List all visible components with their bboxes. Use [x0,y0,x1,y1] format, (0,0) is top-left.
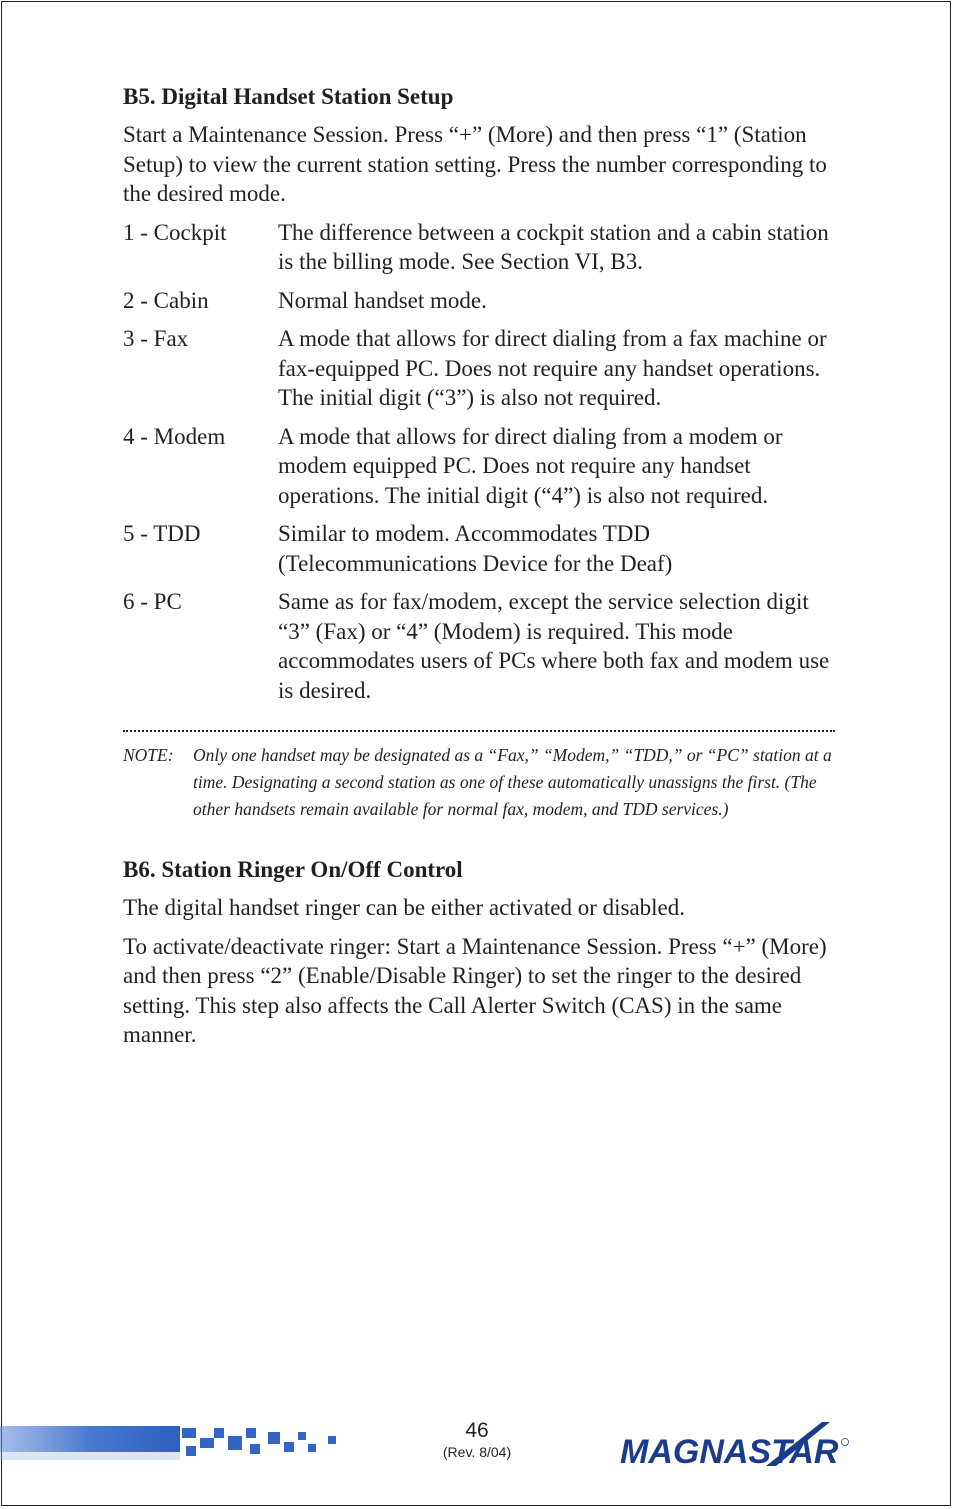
mode-description: The difference between a cockpit station and a cabin station is the billing mode. See Section VI, B3. [278,219,829,274]
mode-description: Same as for fax/modem, except the service selection digit “3” (Fax) or “4” (Modem) is required. This mode accommodates users of PCs where both fax and modem use is desired. [278,589,830,703]
section-b5-intro: Start a Maintenance Session. Press “+” (More) and then press “1” (Station Setup) to view the current station setting. Press the number corresponding to the desired mode. [123,122,827,206]
mode-key: 5 - TDD [123,521,201,546]
dotted-divider [123,730,835,732]
note-text: Only one handset may be designated as a “Fax,” “Modem,” “TDD,” or “PC” station at a time. Designating a second station as one of these automatically unassigns the first. (The other handsets remain available for normal fax, modem, and TDD services.) [193,745,832,819]
note-label: NOTE: [123,745,174,765]
mode-key: 2 - Cabin [123,287,209,313]
section-b5-heading: B5. Digital Handset Station Setup [123,84,454,109]
mode-row [123,324,843,413]
page-number: 46 [465,1419,489,1442]
footer-decorative-bar [0,1422,350,1464]
mode-row [123,587,843,705]
revision-date: (Rev. 8/04) [442,1444,512,1460]
page-content [123,82,843,1059]
mode-description: A mode that allows for direct dialing from a fax machine or fax-equipped PC. Does not require any handset operations. The initial digit (“3”) is also not required. [278,326,827,410]
section-b6-heading: B6. Station Ringer On/Off Control [123,857,463,882]
section-b6-paragraph-2: To activate/deactivate ringer: Start a Maintenance Session. Press “+” (More) and then press “2” (Enable/Disable Ringer) to set the ringer to the desired setting. This step also affects the Call Alerter Switch (CAS) in the same manner. [123,933,827,1047]
mode-key: 1 - Cockpit [123,219,227,245]
section-b6-paragraph-1: The digital handset ringer can be either activated or disabled. [123,895,685,920]
mode-description: Normal handset mode. [278,287,487,313]
mode-row [123,422,843,511]
mode-row [123,286,843,316]
registered-mark-icon [842,1439,849,1446]
logo-wordmark: MAGNASTAR [620,1433,839,1471]
mode-row [123,218,843,277]
mode-description: A mode that allows for direct dialing from a modem or modem equipped PC. Does not require any handset operations. The initial digit (“4”) is also not required. [278,423,783,508]
mode-description: Similar to modem. Accommodates TDD (Telecommunications Device for the Deaf) [278,521,673,576]
mode-key: 3 - Fax [123,326,189,351]
note-block [123,742,843,823]
mode-key: 6 - PC [123,589,182,614]
magnastar-logo [616,1420,852,1476]
section-b6 [123,855,843,1050]
mode-row [123,519,843,578]
mode-key: 4 - Modem [123,423,226,449]
